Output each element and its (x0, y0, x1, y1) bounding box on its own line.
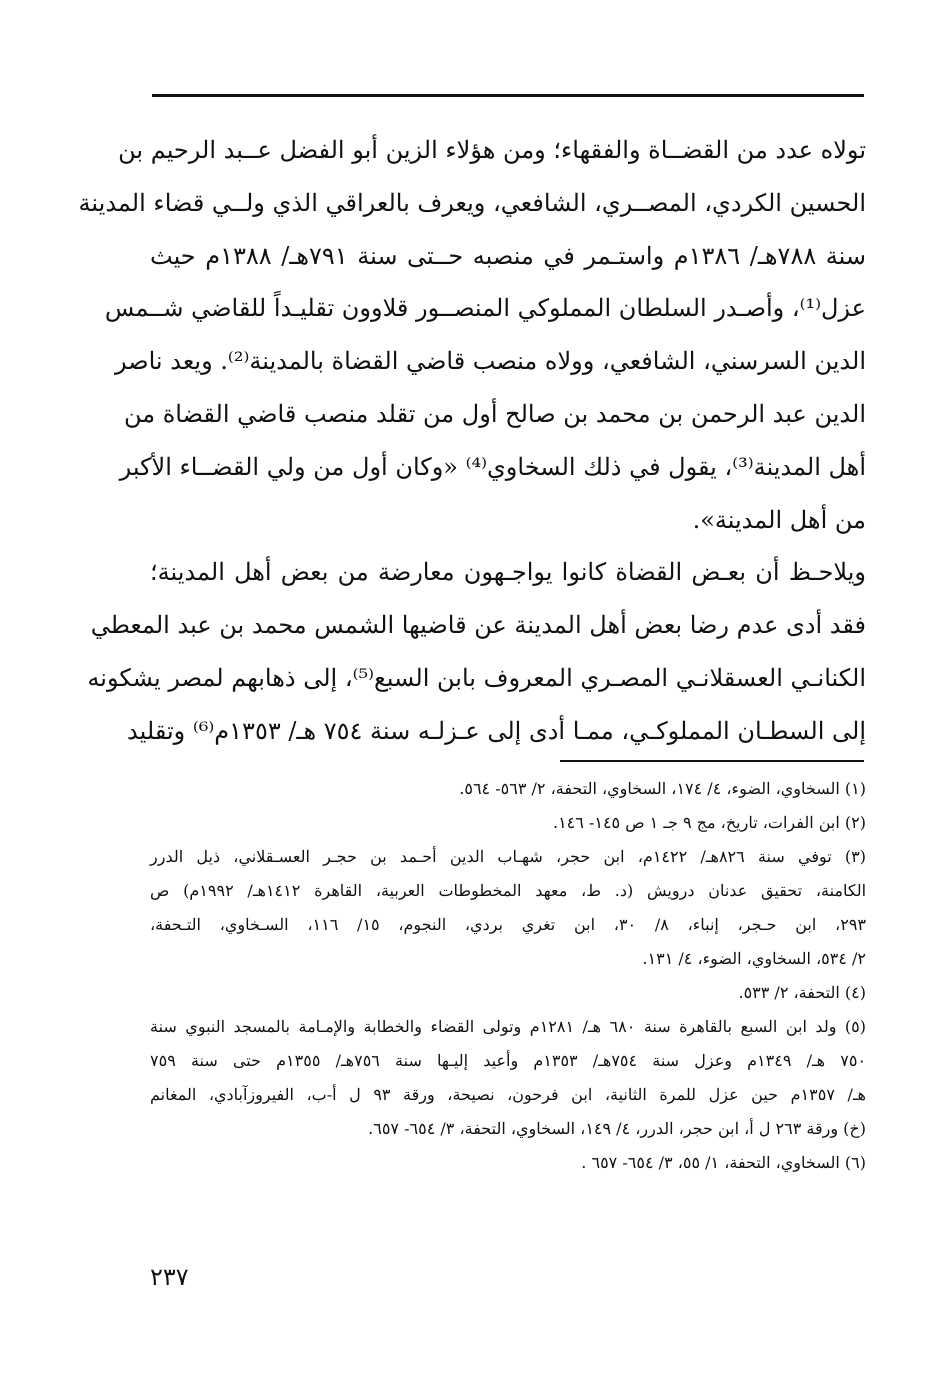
text-line: تولاه عدد من القضــاة والفقهاء؛ ومن هؤلاء الزين أبو الفضل عــبد الرحيم بن (118, 136, 866, 164)
footnote-line: (٥) ولد ابن السبع بالقاهرة سنة ٦٨٠ هـ/ ١٢٨١م وتولى القضاء والخطابة والإمـامة بالمسجد النبوي سنة (150, 1017, 867, 1036)
footnote-line: ٧٥٠ هـ/ ١٣٤٩م وعزل سنة ٧٥٤هـ/ ١٣٥٣م وأعيد إليـها سنة ٧٥٦هـ/ ١٣٥٥م حتى سنة ٧٥٩ (150, 1051, 867, 1070)
footnote-line: (٤) التحفة، ٢/ ٥٣٣. (738, 983, 866, 1002)
text-line: عزل⁽¹⁾، وأصـدر السلطان المملوكي المنصــور قلاوون تقليـداً للقاضي شــمس (104, 294, 866, 323)
header-rule (152, 94, 864, 97)
text-line: الحسين الكردي، المصــري، الشافعي، ويعرف بالعراقي الذي ولــي قضاء المدينة (78, 188, 866, 217)
footnote-rule (560, 760, 864, 762)
text-line: من أهل المدينة». (692, 505, 866, 534)
footnote-line: هـ/ ١٣٥٧م حين عزل للمرة الثانية، ابن فرحون، نصيحة، ورقة ٩٣ ل أ-ب، الفيروزآبادي، المغانم (150, 1085, 866, 1104)
footnote-line: ٢٩٣، ابن حـجر، إنباء، ٨/ ٣٠، ابن تغري بردي، النجوم، ١٥/ ١١٦، السـخاوي، التـحفة، (150, 915, 866, 934)
text-line: إلى السطـان المملوكـي، ممـا أدى إلى عـزلـه سنة ٧٥٤ هـ/ ١٣٥٣م⁽⁶⁾ وتقليد (127, 716, 866, 745)
text-line: الدين السرسني، الشافعي، وولاه منصب قاضي القضاة بالمدينة⁽²⁾. ويعد ناصر (114, 347, 866, 376)
footnotes (150, 772, 866, 1180)
text-line: ويلاحـظ أن بعـض القضاة كانوا يواجـهون معارضة من بعض أهل المدينة؛ (150, 558, 866, 587)
footnote-line: الكامنة، تحقيق عدنان درويش (د. ط، معهد المخطوطات العربية، القاهرة ١٤١٢هـ/ ١٩٩٢م) ص (150, 881, 867, 900)
footnote-line: ٢/ ٥٣٤، السخاوي، الضوء، ٤/ ١٣١. (642, 949, 866, 968)
footnote-line: (٢) ابن الفرات، تاريخ، مج ٩ جـ ١ ص ١٤٥- ١٤٦. (552, 813, 866, 832)
text-line: سنة ٧٨٨هـ/ ١٣٨٦م واستـمر في منصبه حــتى سنة ٧٩١هـ/ ١٣٨٨م حيث (150, 241, 867, 270)
page-number: ٢٣٧ (150, 1263, 189, 1291)
text-line: أهل المدينة⁽³⁾، يقول في ذلك السخاوي⁽⁴⁾ «وكان أول من ولي القضــاء الأكبر (119, 452, 866, 481)
text-line: الكنانـي العسقلانـي المصـري المعروف بابن السبع⁽⁵⁾، إلى ذهابهم لمصر يشكونه (87, 663, 866, 692)
main-text (78, 124, 867, 758)
footnote-line: (خ) ورقة ٢٦٣ ل أ، ابن حجر، الدرر، ٤/ ١٤٩، السخاوي، التحفة، ٣/ ٦٥٤- ٦٥٧. (368, 1119, 866, 1138)
text-line: الدين عبد الرحمن بن محمد بن صالح أول من تقلد منصب قاضي القضاة من (123, 399, 866, 428)
footnote-line: (١) السخاوي، الضوء، ٤/ ١٧٤، السخاوي، التحفة، ٢/ ٥٦٣- ٥٦٤. (459, 779, 866, 798)
text-line: فقد أدى عدم رضا بعض أهل المدينة عن قاضيها الشمس محمد بن عبد المعطي (90, 611, 866, 640)
footnote-line: (٦) السخاوي، التحفة، ١/ ٥٥، ٣/ ٦٥٤- ٦٥٧ . (581, 1153, 866, 1172)
footnote-line: (٣) توفي سنة ٨٢٦هـ/ ١٤٢٢م، ابن حجر، شهـاب الدين أحـمد بن حجـر العسـقلاني، ذيل الدرر (150, 847, 866, 866)
